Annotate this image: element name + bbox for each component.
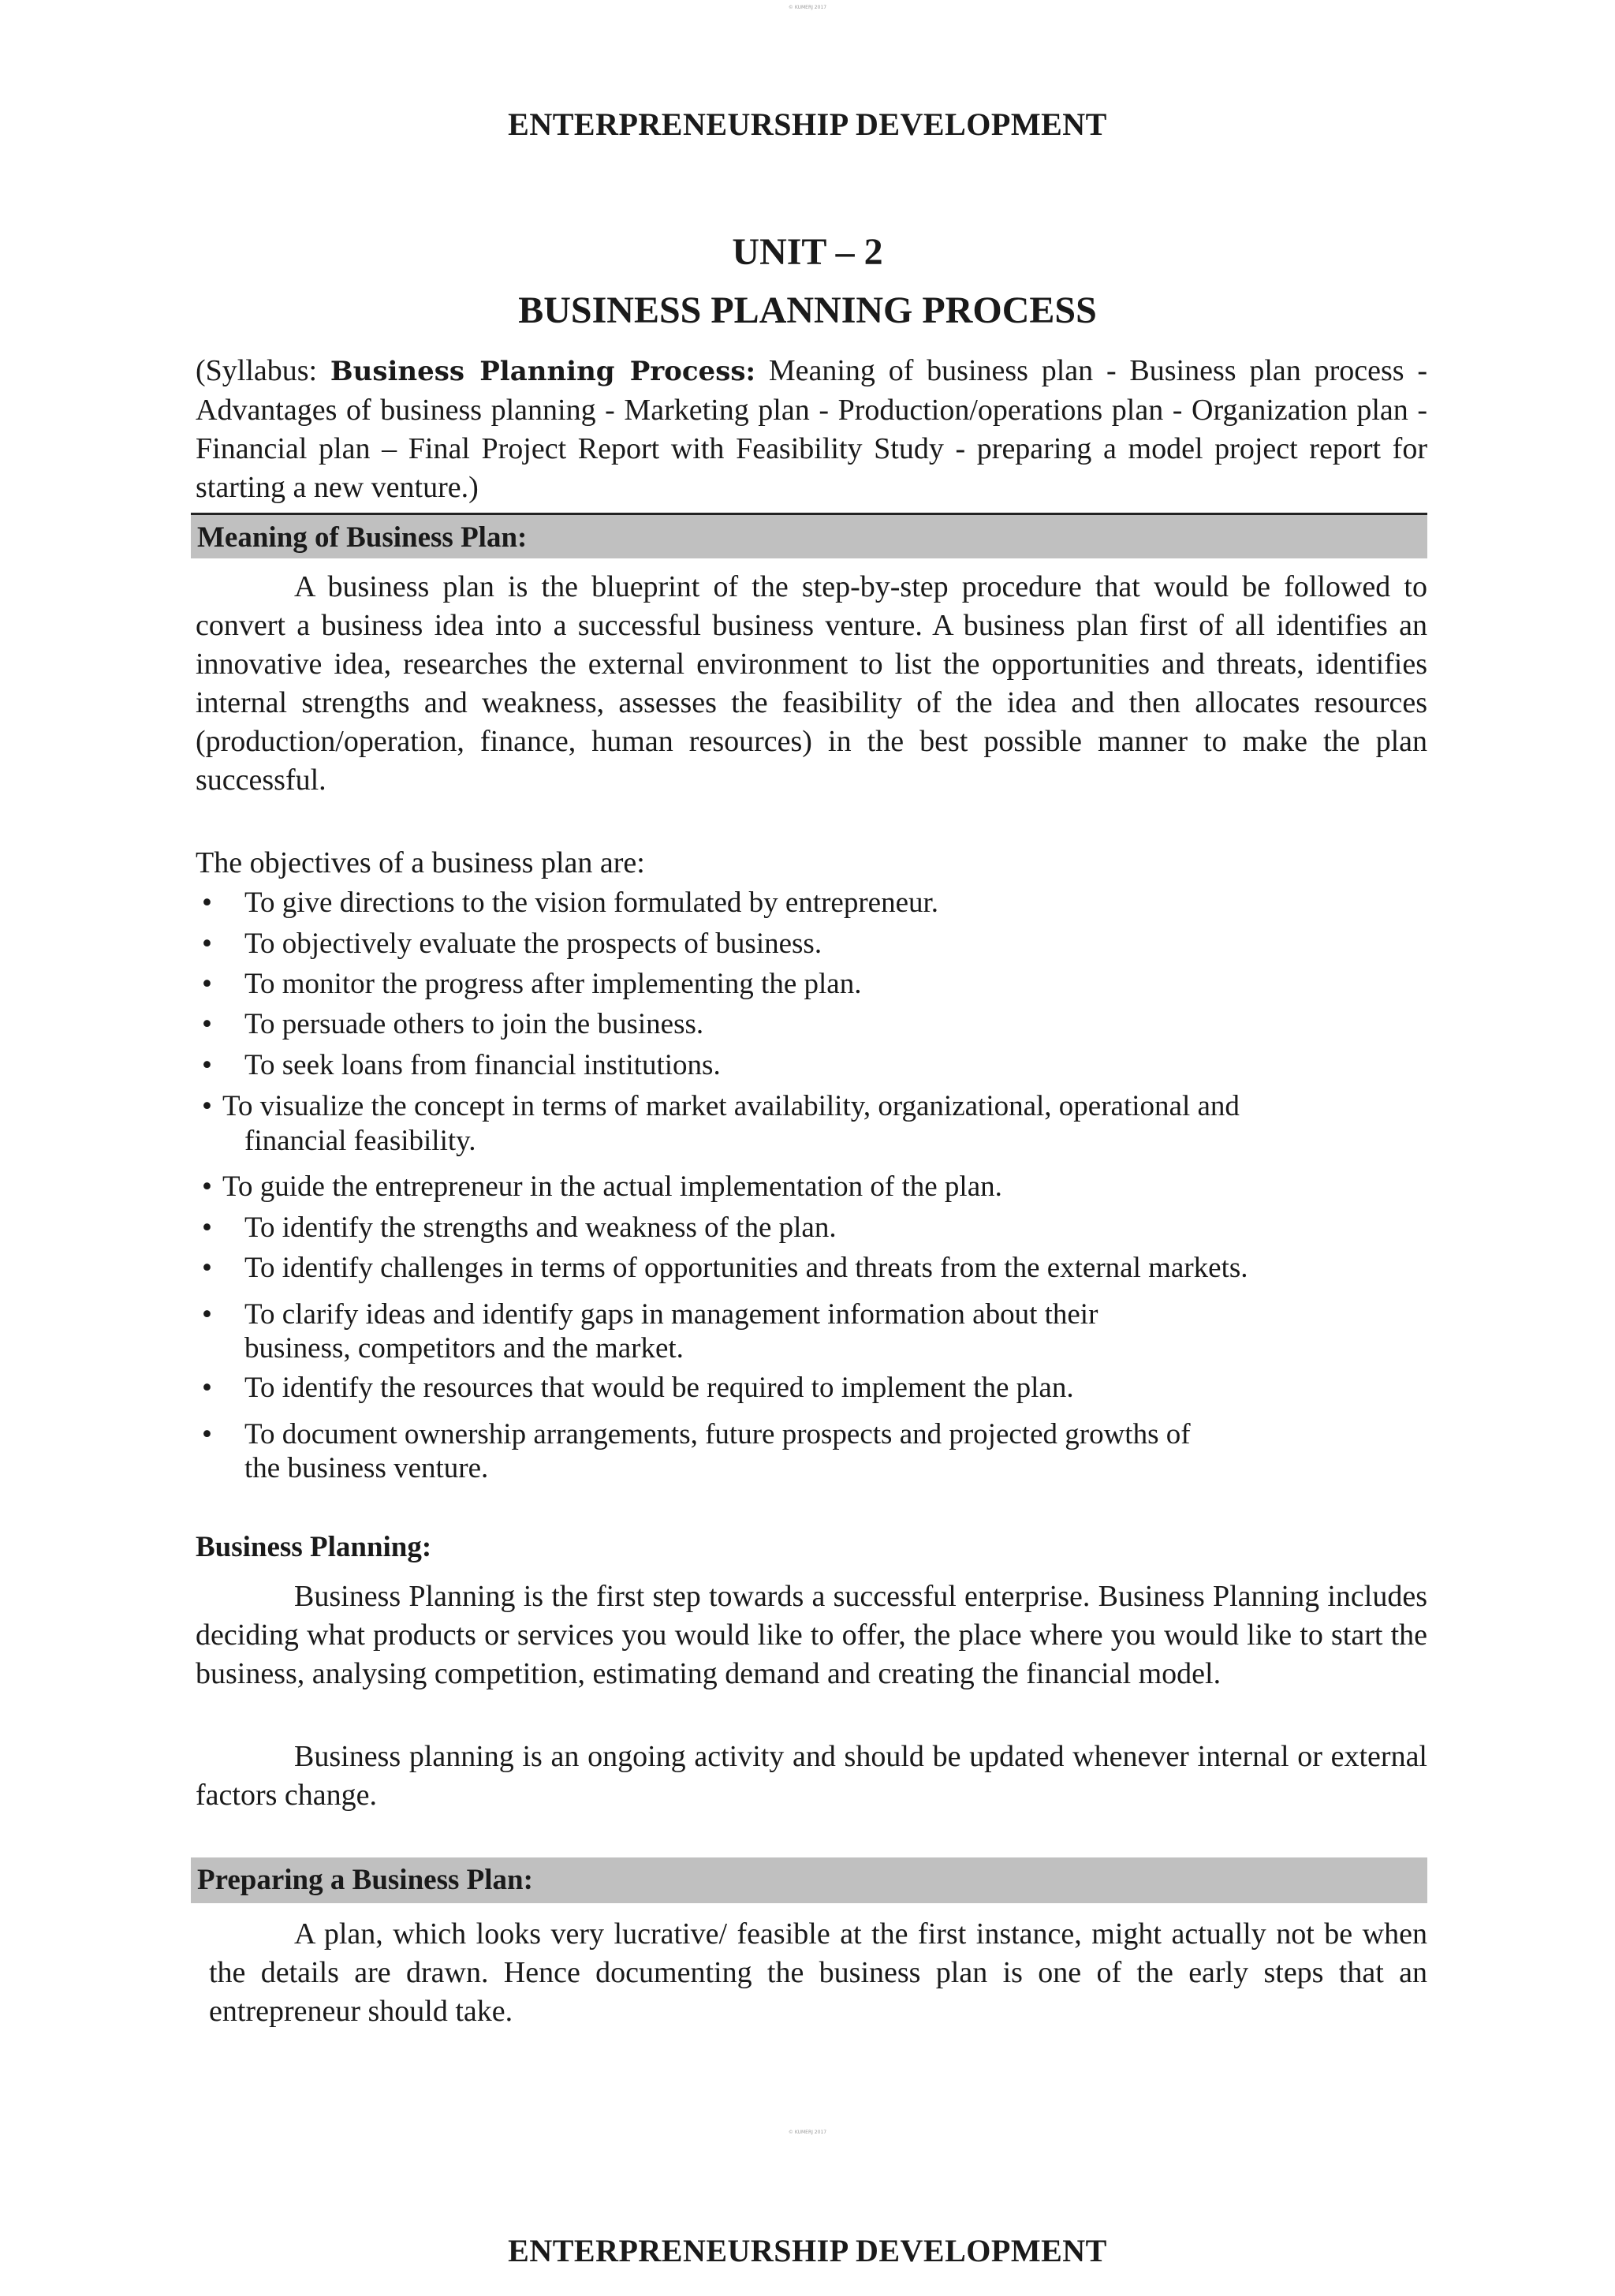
list-item [196, 1089, 1437, 1159]
preparing-paragraph [209, 1915, 1427, 2031]
running-header: ENTERPRENEURSHIP DEVELOPMENT [508, 106, 1107, 142]
bullet-dot: • [202, 968, 212, 1000]
bullet-dot: • [202, 1418, 212, 1450]
bullet-dot: • [202, 1049, 212, 1081]
syllabus-paragraph [196, 352, 1427, 507]
list-item [196, 927, 822, 961]
list-item-continuation: business, competitors and the market. [244, 1332, 684, 1365]
list-item-continuation: the business venture. [244, 1452, 489, 1484]
list-item-text: To give directions to the vision formulated by entrepreneur. [244, 887, 939, 919]
bullet-dot: • [202, 887, 212, 919]
bullet-dot: • [202, 1008, 212, 1040]
running-footer: ENTERPRENEURSHIP DEVELOPMENT [508, 2233, 1107, 2268]
list-item [196, 1007, 703, 1042]
list-item-text: To clarify ideas and identify gaps in management information about their [244, 1298, 1098, 1331]
bullet-dot: • [202, 1090, 212, 1122]
syllabus-text: Meaning of business plan - Business plan process - Advantages of business planning - Marketing plan - Production/operations plan - Organization plan - Financial plan – Final Project Report with Feasibility Study - preparing a model project report for starting a new venture.) [196, 354, 1427, 504]
bottom-watermark: © KUMERJ 2017 [788, 2130, 827, 2135]
list-item-text: To objectively evaluate the prospects of business. [244, 928, 822, 960]
list-item [196, 1170, 1002, 1204]
business-planning-paragraph-1: Business Planning is the first step towards a successful enterprise. Business Planning includes deciding what products or services you would like to offer, the place where you would like to start the business, analysing competition, estimating demand and creating the financial model. [196, 1580, 1427, 1690]
list-item-text: To identify the strengths and weakness of the plan. [244, 1211, 837, 1244]
bullet-dot: • [202, 1298, 212, 1331]
section-heading-business-planning: Business Planning: [196, 1531, 432, 1563]
list-item-text: To document ownership arrangements, future prospects and projected growths of [244, 1418, 1191, 1450]
bullet-dot: • [202, 1252, 212, 1284]
section-heading-preparing: Preparing a Business Plan: [191, 1857, 1427, 1903]
chapter-title: BUSINESS PLANNING PROCESS [518, 289, 1097, 331]
list-item-text: To guide the entrepreneur in the actual implementation of the plan. [222, 1170, 1002, 1203]
list-item [196, 886, 938, 920]
meaning-paragraph: A business plan is the blueprint of the step-by-step procedure that would be followed to convert a business idea into a successful business venture. A business plan first of all identifies an innovative idea, researches the external environment to list the opportunities and threats, identifies internal strengths and weakness, assesses the feasibility of the idea and then allocates resources (production/operation, finance, human resources) in the best possible manner to make the plan successful. [196, 570, 1427, 797]
list-item-text: To monitor the progress after implementing the plan. [244, 968, 862, 1000]
bullet-dot: • [202, 928, 212, 960]
list-item [196, 1251, 1248, 1286]
list-item [196, 1048, 721, 1083]
business-planning-paragraph-2: Business planning is an ongoing activity and should be updated whenever internal or external factors change. [196, 1740, 1427, 1812]
top-watermark: © KUMERJ 2017 [788, 5, 827, 10]
list-item-text: To identify challenges in terms of opportunities and threats from the external markets. [244, 1252, 1248, 1284]
objectives-intro: The objectives of a business plan are: [196, 846, 645, 879]
list-item-text: To visualize the concept in terms of market availability, organizational, operational and [222, 1090, 1240, 1122]
list-item [196, 1417, 1191, 1485]
bullet-dot: • [202, 1211, 212, 1244]
list-item [196, 1211, 837, 1245]
bullet-dot: • [202, 1372, 212, 1404]
list-item-text: To identify the resources that would be required to implement the plan. [244, 1372, 1074, 1404]
list-item [196, 1371, 1074, 1406]
list-item-continuation: financial feasibility. [244, 1125, 476, 1157]
list-item [196, 1297, 1098, 1365]
syllabus-prefix: (Syllabus: [196, 354, 330, 387]
preparing-text: A plan, which looks very lucrative/ feasible at the first instance, might actually not be when the details are drawn. Hence documenting the business plan is one of the early steps that an entrepreneur should take. [209, 1917, 1427, 2028]
list-item-text: To seek loans from financial institutions. [244, 1049, 721, 1081]
bullet-dot: • [202, 1170, 212, 1203]
syllabus-bold-label: Business Planning Process: [330, 356, 756, 387]
unit-number: UNIT – 2 [732, 231, 883, 273]
list-item [196, 967, 861, 1002]
section-heading-meaning: Meaning of Business Plan: [191, 513, 1427, 558]
list-item-text: To persuade others to join the business. [244, 1008, 704, 1040]
